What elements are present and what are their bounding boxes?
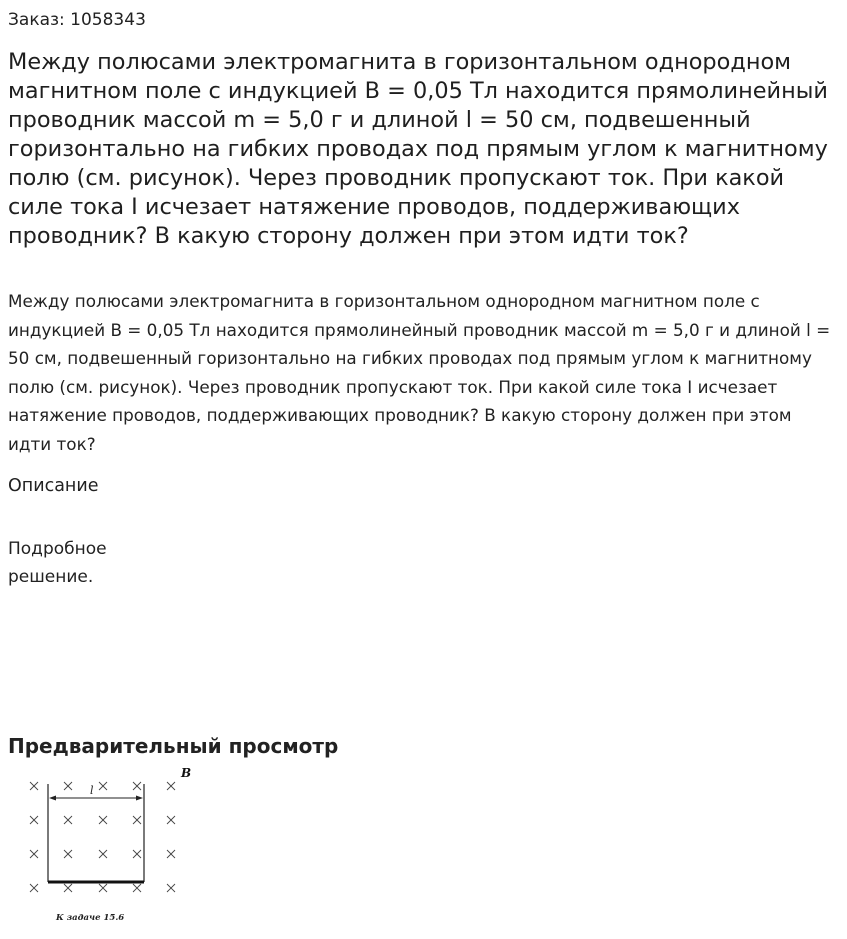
field-cross-icon: [99, 782, 107, 790]
field-cross-icon: [167, 782, 175, 790]
dimension-arrow-right-icon: [136, 796, 143, 801]
field-cross-icon: [30, 884, 38, 892]
field-cross-icon: [167, 884, 175, 892]
field-cross-icon: [133, 884, 141, 892]
field-cross-icon: [64, 816, 72, 824]
field-cross-icon: [64, 782, 72, 790]
field-cross-icon: [133, 816, 141, 824]
field-label: B: [181, 766, 192, 780]
field-cross-icon: [133, 850, 141, 858]
description-label: Описание: [8, 476, 99, 496]
problem-headline: Между полюсами электромагнита в горизонтальном однородном магнитном поле с индукцией B = 0,05 Тл находится прямолинейный проводник массой m = 5,0 г и длиной l = 50 см, подвешенный горизонтально на гибких проводах под прямым углом к магнитному полю (см. рисунок). Через проводник пропускают ток. При какой силе тока I исчезает натяжение проводов, поддерживающих проводник? В какую сторону должен при этом идти ток?: [8, 49, 828, 249]
field-cross-icon: [64, 884, 72, 892]
figure-svg: [20, 764, 200, 929]
preview-title: Предварительный просмотр: [8, 734, 339, 758]
field-cross-icon: [30, 816, 38, 824]
field-cross-icon: [99, 850, 107, 858]
field-cross-icon: [133, 782, 141, 790]
length-label: l: [90, 784, 94, 797]
figure-caption: К задаче 15.6: [56, 913, 125, 923]
field-cross-icon: [30, 850, 38, 858]
dimension-arrow-left-icon: [49, 796, 56, 801]
problem-body: Между полюсами электромагнита в горизонтальном однородном магнитном поле с индукцией B = 0,05 Тл находится прямолинейный проводник массой m = 5,0 г и длиной l = 50 см, подвешенный горизонтально на гибких проводах под прямым углом к магнитному полю (см. рисунок). Через проводник пропускают ток. При какой силе тока I исчезает натяжение проводов, поддерживающих проводник? В какую сторону должен при этом идти ток?: [8, 291, 831, 454]
field-cross-icon: [167, 850, 175, 858]
order-number: Заказ: 1058343: [8, 10, 146, 30]
field-cross-icon: [167, 816, 175, 824]
field-cross-icon: [99, 816, 107, 824]
field-cross-icon: [64, 850, 72, 858]
field-cross-icon: [99, 884, 107, 892]
field-cross-icon: [30, 782, 38, 790]
preview-figure: [20, 764, 200, 929]
solution-text: Подробное решение.: [8, 539, 107, 587]
